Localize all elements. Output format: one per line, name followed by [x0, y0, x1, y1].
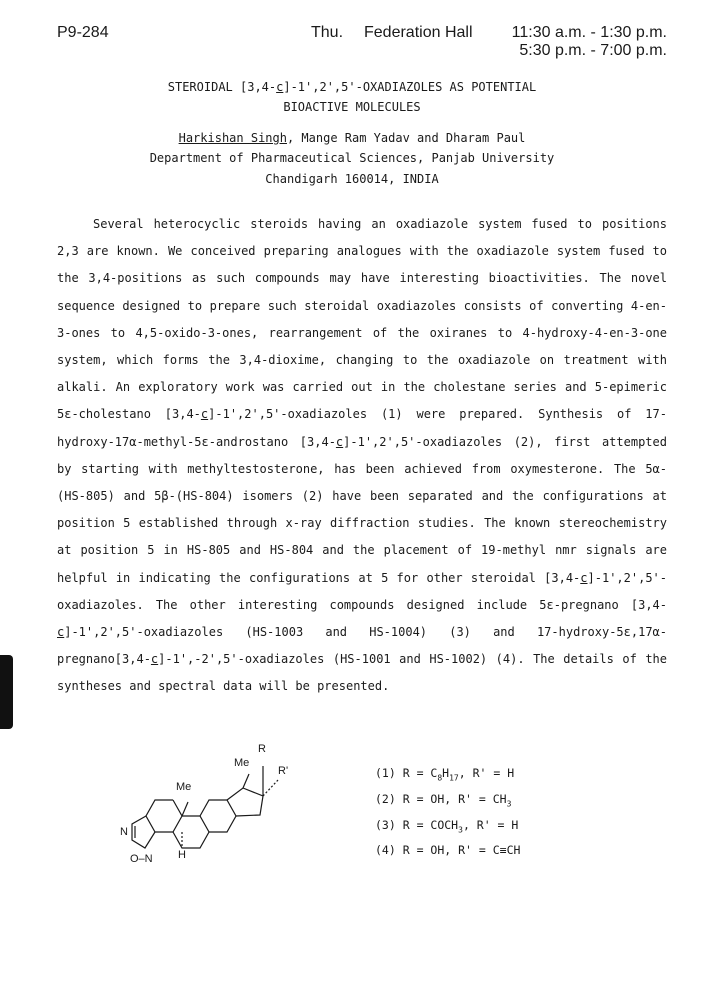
label-me-19: Me [176, 781, 192, 793]
legend-item: (1) $R = C_8H_{17}$, R' = H [375, 766, 515, 783]
label-R-prime: R' [278, 765, 289, 777]
label-R: R [258, 743, 266, 755]
legend-item: (4) R = OH, R' = C≡CH [375, 843, 521, 858]
abstract-code: P9-284 [57, 24, 109, 41]
authors: Harkishan Singh, Mange Ram Yadav and Dharam Paul [178, 131, 526, 145]
label-H: H [178, 849, 186, 861]
compound-legend [375, 763, 520, 866]
session-venue: Federation Hall [364, 24, 473, 41]
session-day: Thu. [311, 24, 344, 41]
session-time-1: 11:30 a.m. - 1:30 p.m. [511, 24, 667, 41]
affiliation-city: Chandigarh 160014, INDIA [265, 172, 439, 186]
lead-author: Harkishan Singh [178, 131, 287, 145]
legend-item: (3) $R = COCH_3$, R' = H [375, 817, 519, 834]
steroid-structure-diagram [118, 738, 308, 868]
label-N: N [120, 826, 128, 838]
abstract-body: Several heterocyclic steroids having an oxadiazole system fused to positions 2,3 are known. We conceived preparing analogues with the oxadiazole system fused to the 3,4-positions as such compounds may have interesting bioactivities. The novel sequence designed to prepare such steroidal oxadiazoles consists of converting 4-en-3-ones to 4,5-oxido-3-ones, rearrangement of the oxiranes to 4-hydroxy-4-en-3-one system, which forms the 3,4-dioxime, changing to the oxadiazole on treatment with alkali. An exploratory work was carried out in the cholestane series and 5-epimeric 5ε-cholestano [3,4-c]-1',2',5'-oxadiazoles (1) were prepared. Synthesis of 17-hydroxy-17α-methyl-5ε-androstano [3,4-c]-1',2',5'-oxadiazoles (2), first attempted by starting with methyltestosterone, has been achieved from oxymesterone. The 5α-(HS-805) and 5β-(HS-804) isomers (2) have been separated and the configurations at position 5 established through x-ray diffraction studies. The known stereochemistry at position 5 in HS-805 and HS-804 and the placement of 19-methyl nmr signals are helpful in indicating the configurations at 5 for other steroidal [3,4-c]-1',2',5'-oxadiazoles. The other interesting compounds designed include 5ε-pregnano [3,4-c]-1',2',5'-oxadiazoles (HS-1003 and HS-1004) (3) and 17-hydroxy-5ε,17α-pregnano[3,4-c]-1',-2',5'-oxadiazoles (HS-1001 and HS-1002) (4). The details of the syntheses and spectral data will be presented. [57, 217, 667, 694]
session-time-2: 5:30 p.m. - 7:00 p.m. [519, 42, 667, 59]
label-O-N: O–N [130, 853, 153, 865]
paper-title-line-2: BIOACTIVE MOLECULES [283, 100, 421, 114]
legend-item: (2) R = OH, $R' = CH_3$ [375, 791, 512, 809]
label-me-18: Me [234, 757, 250, 769]
page-edge-tab [0, 655, 13, 729]
paper-title-line-1: STEROIDAL [3,4-c]-1',2',5'-OXADIAZOLES AS POTENTIAL [167, 80, 537, 94]
affiliation-dept: Department of Pharmaceutical Sciences, Panjab University [149, 151, 555, 165]
